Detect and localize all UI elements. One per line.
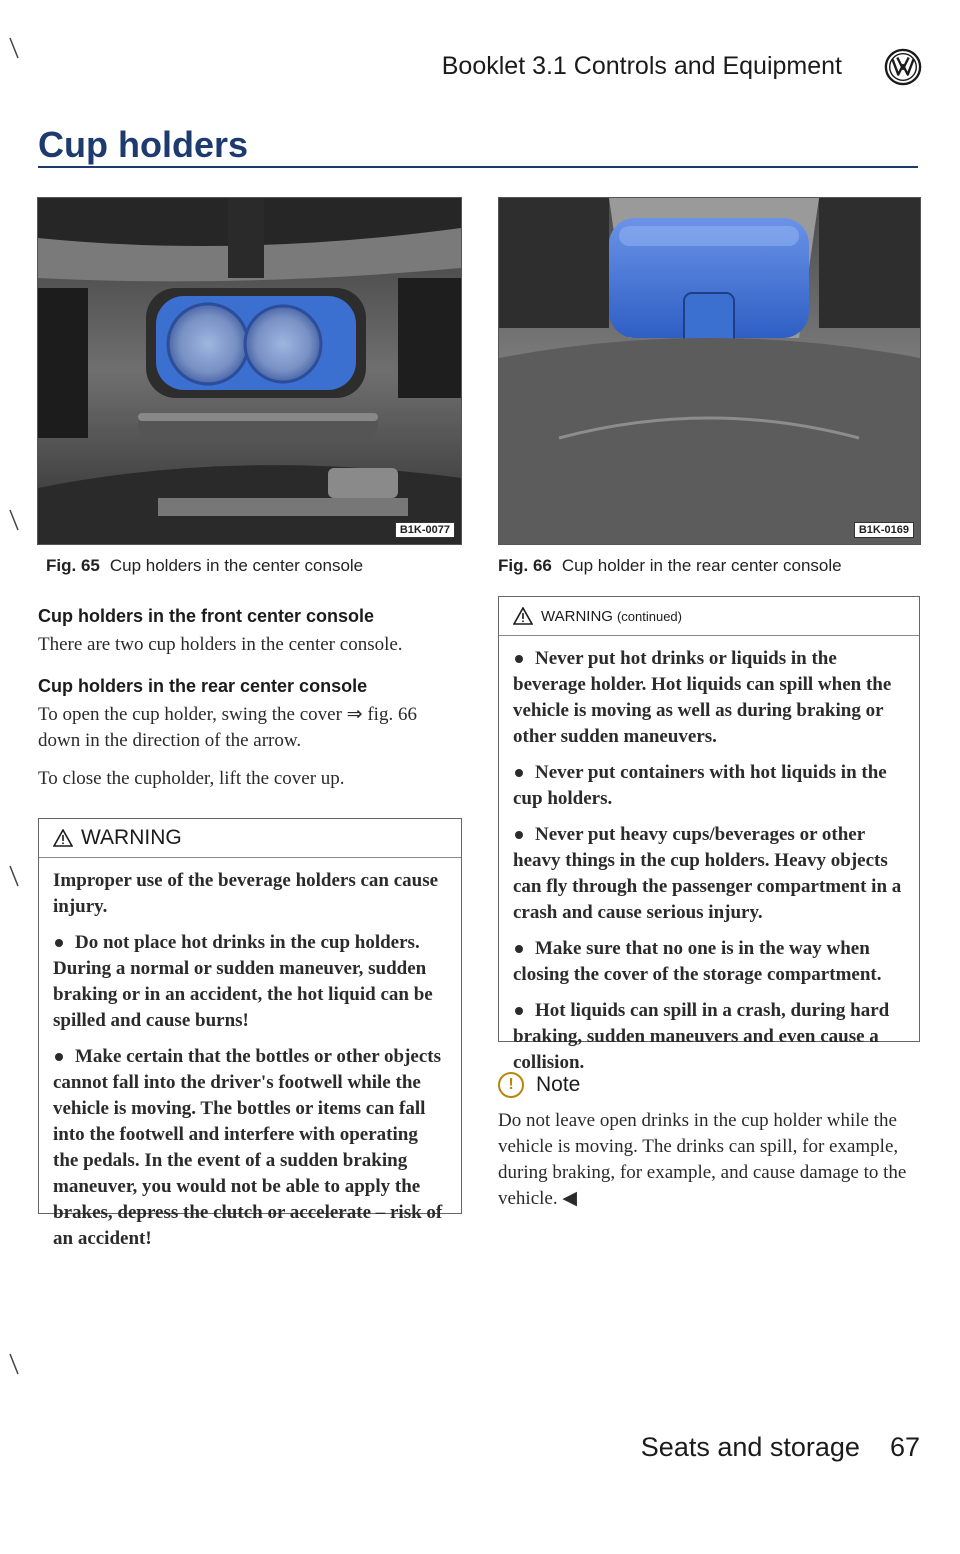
rear-console-close-text: To close the cupholder, lift the cover up. <box>38 768 345 789</box>
page-number: 67 <box>889 1432 920 1462</box>
margin-tick <box>8 1352 20 1376</box>
front-console-heading: Cup holders in the front center console <box>38 606 375 626</box>
warning-bullet: Make certain that the bottles or other objects cannot fall into the driver's footwell while the vehicle is moving. The bottles or items can fall into the footwell and interfere with operating the pedals. In the event of a sudden braking maneuver, you would not be able to apply the brakes, depress the clutch or accelerate – risk of an accident! <box>53 1044 447 1252</box>
warning-header <box>39 819 461 858</box>
vw-logo-icon <box>884 48 922 86</box>
page-footer <box>641 1432 920 1463</box>
warning-title: WARNING <box>81 826 182 849</box>
figure-badge: B1K-0077 <box>395 522 455 538</box>
front-console-text: There are two cup holders in the center console. <box>38 634 403 655</box>
rear-console-text: To open the cup holder, swing the cover ⇒ fig. 66 down in the direction of the arrow. <box>38 704 417 751</box>
note-header <box>498 1072 580 1098</box>
warning-continued-label: (continued) <box>616 608 682 624</box>
page-title: Cup holders <box>38 124 249 165</box>
note-text: Do not leave open drinks in the cup holder while the vehicle is moving. The drinks can spill, for example, during braking, for example, and cause damage to the vehicle. ◀ <box>498 1110 907 1209</box>
warning-icon <box>513 607 533 625</box>
warning-bullet: Never put hot drinks or liquids in the beverage holder. Hot liquids can spill when the vehicle is moving as well as during braking or other sudden maneuvers. <box>513 646 905 750</box>
margin-tick <box>8 36 20 60</box>
booklet-title: Booklet 3.1 Controls and Equipment <box>441 52 842 80</box>
warning-box <box>38 818 462 1249</box>
figure-front-cup-holders <box>37 197 462 545</box>
figure-label: Fig. 66 <box>498 556 552 575</box>
margin-tick <box>8 508 20 532</box>
warning-title: WARNING <box>541 607 613 625</box>
figure-caption <box>498 556 842 576</box>
warning-body <box>499 636 919 1094</box>
warning-header <box>499 597 919 636</box>
margin-tick <box>8 864 20 888</box>
figure-label: Fig. 65 <box>46 556 100 575</box>
figure-badge: B1K-0169 <box>854 522 914 538</box>
warning-bullet: Make sure that no one is in the way when closing the cover of the storage compartment. <box>513 936 905 988</box>
rear-console-heading: Cup holders in the rear center console <box>38 676 368 696</box>
heading-rule <box>38 166 918 168</box>
note-title: Note <box>536 1073 581 1096</box>
warning-bullet: Never put containers with hot liquids in the cup holders. <box>513 760 905 812</box>
warning-box-continued <box>498 596 920 1073</box>
figure-rear-cup-holder <box>498 197 921 545</box>
footer-section: Seats and storage <box>640 1432 860 1462</box>
note-icon: ! <box>498 1072 524 1098</box>
warning-bullet: Never put heavy cups/beverages or other heavy things in the cup holders. Heavy objects can fly through the passenger compartment in a crash and cause serious injury. <box>513 822 905 926</box>
warning-bullet: Hot liquids can spill in a crash, during hard braking, sudden maneuvers and even cause a collision. <box>513 998 905 1076</box>
rear-console-illustration <box>499 198 920 544</box>
warning-bullet: Do not place hot drinks in the cup holders. During a normal or sudden maneuver, sudden braking or in an accident, the hot liquid can be spilled and cause burns! <box>53 930 447 1034</box>
warning-body <box>39 858 461 1270</box>
figure-caption-text: Cup holder in the rear center console <box>561 556 842 575</box>
warning-intro: Improper use of the beverage holders can cause injury. <box>53 870 439 917</box>
warning-icon <box>53 829 73 847</box>
figure-caption-text: Cup holders in the center console <box>109 556 364 575</box>
figure-caption <box>46 556 363 576</box>
front-console-illustration <box>38 198 461 544</box>
